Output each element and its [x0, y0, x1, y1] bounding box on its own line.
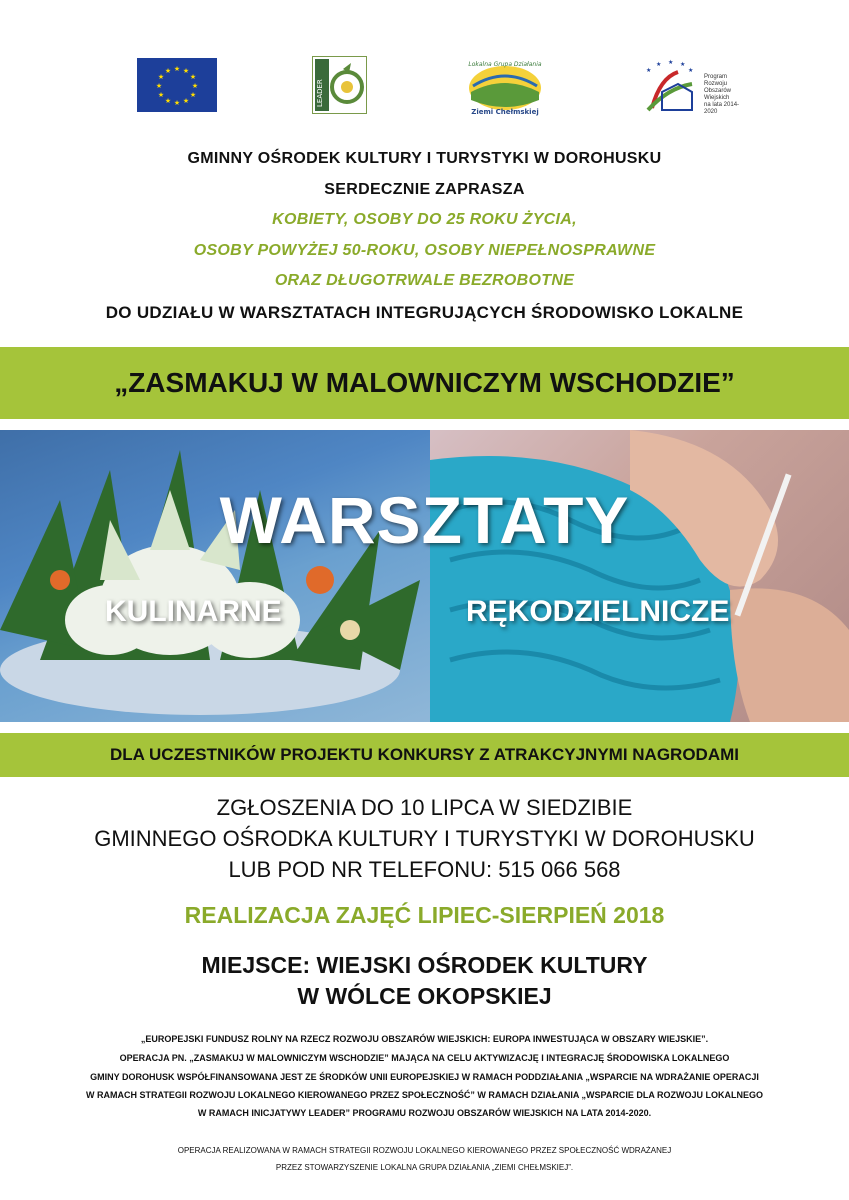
svg-text:★: ★ — [680, 61, 686, 68]
title-band — [0, 347, 849, 419]
registration-phone: LUB POD NR TELEFONU: 515 066 568 — [228, 857, 621, 882]
workshops-heading: WARSZTATY — [219, 483, 630, 557]
header-line-5: ORAZ DŁUGOTRWALE BEZROBOTNE — [274, 272, 575, 289]
footer-note-1: OPERACJA REALIZOWANA W RAMACH STRATEGII ROZWOJU LOKALNEGO KIEROWANEGO PRZEZ SPOŁECZNOŚĆ WDRAŻANEJ — [177, 1146, 672, 1155]
svg-text:★: ★ — [189, 91, 197, 99]
footer-line-1: „EUROPEJSKI FUNDUSZ ROLNY NA RZECZ ROZWOJU OBSZARÓW WIEJSKICH: EUROPA INWESTUJĄCA W OBSZARY WIEJSKIE”. — [140, 1034, 709, 1044]
eu-flag-logo — [137, 58, 217, 112]
footer-line-5: W RAMACH INICJATYWY LEADER” PROGRAMU ROZWOJU OBSZARÓW WIEJSKICH NA LATA 2014-2020. — [197, 1108, 652, 1118]
realization-dates: REALIZACJA ZAJĘĆ LIPIEC-SIERPIEŃ 2018 — [184, 902, 665, 928]
prow-logo — [638, 58, 748, 114]
svg-text:★: ★ — [173, 99, 181, 107]
lgd-bottom-text: Ziemi Chełmskiej — [471, 108, 539, 116]
registration-line-2: GMINNEGO OŚRODKA KULTURY I TURYSTYKI W DOROHUSKU — [94, 826, 755, 851]
footer-note-2: PRZEZ STOWARZYSZENIE LOKALNA GRUPA DZIAŁANIA „ZIEMI CHEŁMSKIEJ”. — [275, 1163, 574, 1172]
handicraft-label: RĘKODZIELNICZE — [466, 595, 730, 628]
footer-line-2: OPERACJA PN. „ZASMAKUJ W MALOWNICZYM WSCHODZIE” MAJĄCA NA CELU AKTYWIZACJĘ I INTEGRACJĘ ŚRODOWISKA LOKALNEGO — [119, 1053, 730, 1063]
svg-text:★: ★ — [173, 65, 181, 73]
contest-band — [0, 733, 849, 777]
leader-logo — [312, 56, 367, 114]
footer-line-3: GMINY DOROHUSK WSPÓŁFINANSOWANA JEST ZE ŚRODKÓW UNII EUROPEJSKIEJ W RAMACH PODDZIAŁANIA „WSPARCIE NA WDRAŻANIE OPERACJI — [90, 1072, 759, 1082]
svg-text:★: ★ — [189, 73, 197, 81]
lgd-top-text: Lokalna Grupa Działania — [468, 61, 542, 68]
svg-text:★: ★ — [182, 97, 190, 105]
svg-text:★: ★ — [688, 67, 694, 74]
contest-text: DLA UCZESTNIKÓW PROJEKTU KONKURSY Z ATRAKCYJNYMI NAGRODAMI — [109, 745, 739, 764]
svg-text:★: ★ — [191, 82, 199, 90]
culinary-label: KULINARNE — [105, 595, 282, 628]
svg-text:★: ★ — [155, 82, 163, 90]
leader-logo-text: LEADER — [316, 79, 324, 107]
place-line-2: W WÓLCE OKOPSKIEJ — [297, 983, 552, 1009]
svg-text:★: ★ — [182, 67, 190, 75]
registration-line-1: ZGŁOSZENIA DO 10 LIPCA W SIEDZIBIE — [216, 795, 633, 820]
place-line-1: MIEJSCE: WIEJSKI OŚRODEK KULTURY — [201, 952, 648, 978]
header-line-4: OSOBY POWYŻEJ 50-ROKU, OSOBY NIEPEŁNOSPRAWNE — [193, 242, 656, 259]
svg-text:★: ★ — [164, 67, 172, 75]
lgd-ziemi-chelmskiej-logo — [463, 56, 547, 116]
prow-logo-text: Program Rozwoju Obszarów Wiejskich na lata 2014-2020 — [704, 74, 740, 115]
svg-text:★: ★ — [157, 73, 165, 81]
header-line-1: GMINNY OŚRODEK KULTURY I TURYSTYKI W DOROHUSKU — [187, 150, 662, 167]
header-line-3: KOBIETY, OSOBY DO 25 ROKU ŻYCIA, — [272, 211, 577, 228]
handicraft-photo — [430, 430, 849, 722]
svg-text:★: ★ — [656, 61, 662, 68]
svg-text:★: ★ — [646, 67, 652, 74]
svg-text:★: ★ — [157, 91, 165, 99]
event-title: „ZASMAKUJ W MALOWNICZYM WSCHODZIE” — [114, 367, 735, 398]
footer-line-4: W RAMACH STRATEGII ROZWOJU LOKALNEGO KIEROWANEGO PRZEZ SPOŁECZNOŚĆ” W RAMACH DZIAŁANIA „WSPARCIE DLA ROZWOJU LOKALNEGO — [86, 1090, 763, 1100]
header-line-6: DO UDZIAŁU W WARSZTATACH INTEGRUJĄCYCH ŚRODOWISKO LOKALNE — [105, 303, 744, 322]
logo-bar — [0, 56, 849, 116]
svg-text:★: ★ — [164, 97, 172, 105]
culinary-photo — [0, 430, 430, 722]
header-line-2: SERDECZNIE ZAPRASZA — [324, 181, 525, 198]
svg-text:★: ★ — [668, 59, 674, 66]
